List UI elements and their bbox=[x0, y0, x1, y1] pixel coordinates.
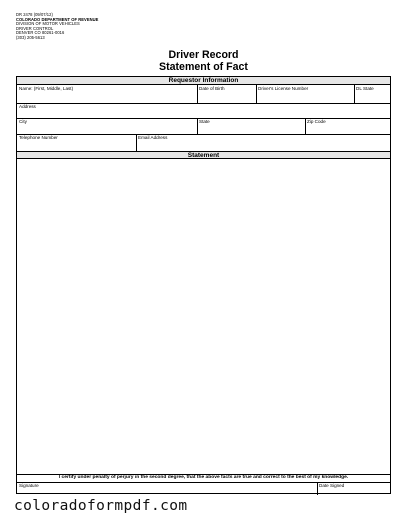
page-subtitle: Statement of Fact bbox=[159, 61, 248, 73]
signature-label: Signature bbox=[19, 483, 39, 488]
section-name: DRIVER CONTROL bbox=[16, 25, 54, 31]
license-number-label: Driver's License Number bbox=[258, 86, 309, 91]
name-label: Name: (First, Middle, Last) bbox=[19, 86, 74, 91]
dob-label: Date of Birth bbox=[199, 86, 225, 91]
address-label: Address bbox=[19, 104, 36, 109]
division-name: DIVISION OF MOTOR VEHICLES bbox=[16, 21, 80, 27]
dl-state-label: DL State bbox=[356, 86, 374, 91]
city-label: City bbox=[19, 119, 27, 124]
certification-text: I certify under penalty of perjury in the second degree, that the above facts are true and correct to the best of my knowledge. bbox=[58, 475, 349, 480]
telephone-label: Telephone Number bbox=[19, 135, 58, 140]
statement-form bbox=[16, 76, 391, 494]
zip-code-label: Zip Code bbox=[307, 119, 326, 124]
form-header bbox=[16, 13, 98, 41]
watermark-text: coloradoformpdf.com bbox=[14, 498, 188, 514]
state-label: State bbox=[199, 119, 210, 124]
mailing-address: DENVER CO 80261-0016 bbox=[16, 30, 65, 36]
department-name: COLORADO DEPARTMENT OF REVENUE bbox=[16, 16, 99, 22]
email-label: Email Address bbox=[138, 135, 168, 140]
phone-number: (303) 205-5613 bbox=[16, 34, 45, 40]
form-number: DR 2478 (09/07/12) bbox=[16, 12, 53, 17]
date-signed-label: Date Signed bbox=[319, 483, 345, 488]
requestor-section-heading: Requestor Information bbox=[17, 77, 390, 85]
page-title: Driver Record bbox=[168, 49, 239, 61]
statement-section-heading: Statement bbox=[17, 151, 390, 159]
statement-text-area[interactable] bbox=[17, 160, 390, 474]
